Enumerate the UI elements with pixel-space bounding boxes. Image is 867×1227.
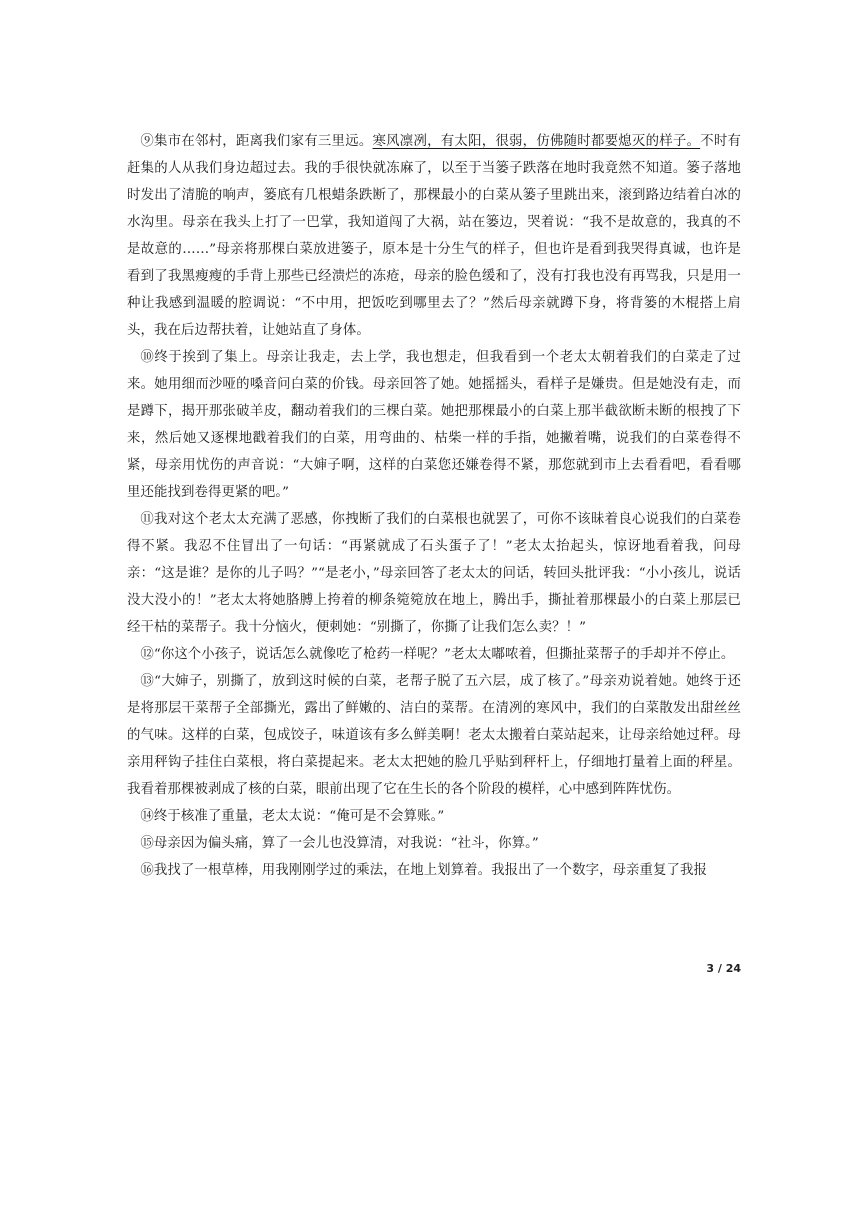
paragraph-9 (127, 128, 741, 344)
paragraph-15: ⑮母亲因为偏头痛，算了一会儿也没算清，对我说：“社斗，你算。” (140, 836, 539, 851)
underlined-sentence: 寒风凛冽，有太阳，很弱，仿佛随时都要熄灭的样子。 (372, 134, 701, 149)
paragraph-11: ⑪我对这个老太太充满了恶感，你拽断了我们的白菜根也就罢了，可你不该昧着良心说我们的白菜卷得不紧。我忍不住冒出了一句话：“再紧就成了石头蛋子了！”老太太抬起头，惊讶地看着我，问母亲：“这是谁？是你的儿子吗？”“是老小，”母亲回答了老太太的问话，转回头批评我：“小小孩儿，说话没大没小的！”老太太将她胳膊上挎着的柳条箢箢放在地上，腾出手，撕扯着那棵最小的白菜上那层已经干枯的菜帮子。我十分恼火，便刺她：“别撕了，你撕了让我们怎么卖？！” (127, 512, 741, 635)
paragraph-13: ⑬“大婶子，别撕了，放到这时候的白菜，老帮子脱了五六层，成了核了。”母亲劝说着她。她终于还是将那层干菜帮子全部撕光，露出了鲜嫩的、洁白的菜帮。在清冽的寒风中，我们的白菜散发出甜丝丝的气味。这样的白菜，包成饺子，味道该有多么鲜美啊！老太太搬着白菜站起来，让母亲给她过秤。母亲用秤钩子挂住白菜根，将白菜提起来。老太太把她的脸几乎贴到秤杆上，仔细地打量着上面的秤星。我看着那棵被剥成了核的白菜，眼前出现了它在生长的各个阶段的模样，心中感到阵阵忧伤。 (127, 674, 741, 797)
paragraph-9-start: ⑨集市在邻村，距离我们家有三里远。 (140, 134, 373, 149)
article-body (127, 128, 741, 884)
paragraph-16: ⑯我找了一根草棒，用我刚刚学过的乘法，在地上划算着。我报出了一个数字，母亲重复了我报 (140, 863, 707, 878)
paragraph-12: ⑫“你这个小孩子，说话怎么就像吃了枪药一样呢？”老太太嘟哝着，但撕扯菜帮子的手却并不停止。 (140, 647, 735, 662)
page-number: 3 / 24 (706, 962, 741, 975)
paragraph-9-rest: 不时有赶集的人从我们身边超过去。我的手很快就冻麻了，以至于当篓子跌落在地时我竟然不知道。篓子落地时发出了清脆的响声，篓底有几根蜡条跌断了，那棵最小的白菜从篓子里跳出来，滚到路边结着白冰的水沟里。母亲在我头上打了一巴掌，我知道闯了大祸，站在篓边，哭着说：“我不是故意的，我真的不是故意的……”母亲将那棵白菜放进篓子，原本是十分生气的样子，但也许是看到我哭得真诚，也许是看到了我黑瘦瘦的手背上那些已经溃烂的冻疮，母亲的脸色缓和了，没有打我也没有再骂我，只是用一种让我感到温暖的腔调说：“不中用，把饭吃到哪里去了？”然后母亲就蹲下身，将背篓的木棍搭上肩头，我在后边帮扶着，让她站直了身体。 (127, 134, 741, 338)
paragraph-14: ⑭终于核准了重量，老太太说：“俺可是不会算账。” (140, 809, 445, 824)
paragraph-10: ⑩终于挨到了集上。母亲让我走，去上学，我也想走，但我看到一个老太太朝着我们的白菜走了过来。她用细而沙哑的嗓音问白菜的价钱。母亲回答了她。她摇摇头，看样子是嫌贵。但是她没有走，而是蹲下，揭开那张破羊皮，翻动着我们的三棵白菜。她把那棵最小的白菜上那半截欲断未断的根拽了下来，然后她又逐棵地戳着我们的白菜，用弯曲的、枯柴一样的手指，她撇着嘴，说我们的白菜卷得不紧，母亲用忧伤的声音说：“大婶子啊，这样的白菜您还嫌卷得不紧，那您就到市上去看看吧，看看哪里还能找到卷得更紧的吧。” (127, 350, 741, 500)
